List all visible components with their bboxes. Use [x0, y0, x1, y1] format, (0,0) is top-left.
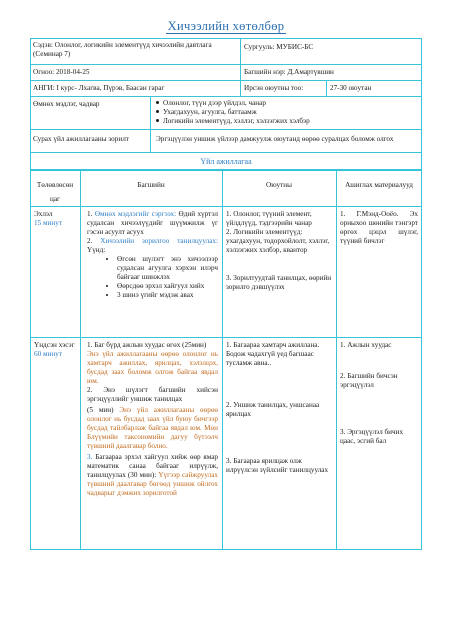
list-item: Олонлог, түүн дээр үйлдэл, чанар: [156, 99, 418, 108]
list-item: Ухагдахуун, агуулга, баттаамж: [156, 108, 418, 117]
teacher-activity-intro: 1. Өмнөх мэдлэгийг сэргээх: Өдий хүртэл судалсан хичээлүүдийг шүүмжилж үг гэсэн асуулт асуух 2. Хичээлийн зорилгоо танилцуулах: Үүнд: • Өгсөн шүлэгт энэ хичээлээр судалсан агуулга хэрхэн илэрч байгааг шинжлэх • Өөрсдөө эрхэл хайгуул хийх • 3 шинэ үгийг мэдэж авах: [83, 209, 220, 335]
phase-main: Үндсэн хэсэг 60 минут: [34, 341, 75, 358]
col-header-materials: Ашиглах материалууд: [345, 181, 413, 189]
bullet-icon: [156, 119, 159, 122]
bullet-icon: [156, 101, 159, 104]
learning-goal-value: Эргэцүүлэн уншиж үйлээр дамжуулж оюутанд өөрөө суралцах боломж олгох: [156, 135, 394, 143]
student-activity-intro: 1. Олонлог, түүний элемент, үйлдлүүд, тэдгээрийн чанар 2. Логикийн элементүүд: ухагдахуун, тодорхойлолт, хэллэг, хэлзэгжих хэлбэр, квантор 3. Зорилтуудтай танилцах, өөрийн зорилго дэвшүүлэх: [226, 210, 332, 291]
materials-main: 1. Ажлын хуудас 2. Багшийн бичсэн эргэцүүлэл 3. Эргэцүүлэл бичих цаас, эсгий бал: [340, 341, 404, 445]
bullet-icon: [156, 110, 159, 113]
student-activity-main: 1. Багаараа хамтарч ажиллана. Бодож чадахгүй үед багшаас тусламж авна.. 2. Уншиж танилцах, уншсанаа ярилцах 3. Багаараа ярилцаж олж илрүүлсэн зүйлсийг танилцуулах: [226, 341, 329, 474]
school-name: Сургууль: МУБИС-БС: [244, 43, 314, 51]
col-header-student: Оюутны: [266, 181, 292, 189]
learning-goal-label: Сурах үйл ажиллагааны зорилт: [33, 135, 129, 143]
students-label: Ирсэн оюутны тоо:: [244, 84, 304, 92]
list-item: • Өөрсдөө эрхэл хайгуул хийх: [117, 282, 218, 291]
teacher-activity-main: 1. Баг бүрд ажлын хуудас өгөх (25мин) Энэ үйл ажиллагааны өөрөө олонлог нь хамтарч ажиллах, ярилцах, хэлэлцэх, бусдад заах боломж олгож байгаа явдал юм. 2. Энэ шүлэгт багшийн хийсэн эргэцүүллийг уншиж танилцах (5 мин) Энэ үйл ажиллагааны өөрөө олонлог нь бусдад заах үйл буюу бичгээр бусдад тайлбарлаж байгаа явдал юм. Мөн Блүүмийн таксономийн дагуу бүтээлч түвшний даалгавар болно. 3. Багаараа эрхэл хайгуул хийж өөр ямар математик санаа байгааг илрүүлж, танилцуулах (30 мин): Үүгээр сайжруулах түвшний даалгавар бөгөөд уншиж ойлгох чадварыг дэмжих зорилготой: [87, 341, 219, 497]
phase-intro: Эхлэл 15 минут: [34, 210, 62, 227]
page-title: Хичээлийн хөтөлбөр: [167, 19, 285, 33]
list-item: Логикийн элементүүд, хэллэг, хэлзэгжих хэлбэр: [156, 117, 418, 126]
lesson-date: Огноо: 2018-04-25: [33, 68, 90, 76]
section-title: Үйл ажиллагаа: [200, 157, 252, 166]
list-item: • Өгсөн шүлэгт энэ хичээлээр судалсан агуулга хэрхэн илэрч байгааг шинжлэх: [117, 255, 218, 282]
materials-intro: 1. Г.Мэнд-Ооёо. Эх орныхоо шөнийн тэнгэрт өргөх цэцэл шүлэг, түүний бичлэг: [340, 210, 418, 245]
prior-knowledge-label: Өмнөх мэдлэг, чадвар: [33, 100, 100, 108]
col-header-teacher: Багшийн: [137, 181, 165, 189]
class-info: АНГИ: I курс- Лхагва, Пүрэв, Баасан гараг: [33, 84, 165, 92]
prior-knowledge-list: [154, 98, 420, 129]
goal-list: [87, 255, 218, 300]
col-header-time: Төлөвлөсөн цаг: [36, 181, 74, 203]
list-item: • 3 шинэ үгийг мэдэж авах: [117, 291, 218, 300]
students-count: 27-30 оюутан: [330, 84, 372, 92]
teacher-name: Багшийн нэр: Д.Амартүвшин: [244, 68, 334, 76]
lesson-topic: Сэдэв: Олонлог, логикийн элементүүд хичээлийн давтлага (Семинар 7): [33, 41, 212, 58]
